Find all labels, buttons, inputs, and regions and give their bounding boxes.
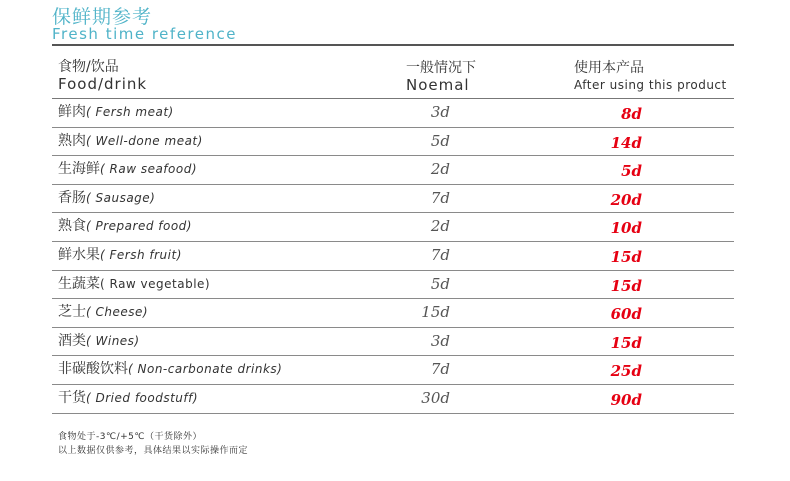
page-subtitle: Fresh time reference <box>52 25 237 43</box>
header-normal-zh: 一般情况下 <box>406 60 476 76</box>
normal-days: 15d <box>421 303 450 322</box>
normal-days: 2d <box>430 217 450 236</box>
table-row <box>52 185 734 214</box>
table-row <box>52 271 734 300</box>
food-name-zh: 熟食 <box>58 218 86 235</box>
food-name-zh: 香肠 <box>58 189 86 206</box>
header-normal-en: Noemal <box>406 76 470 94</box>
table-row <box>52 299 734 328</box>
normal-days: 5d <box>430 131 450 150</box>
food-name-en: ( Prepared food) <box>86 219 192 234</box>
food-name-en: ( Fersh meat) <box>86 105 174 119</box>
footnote-disclaimer: 以上数据仅供参考，具体结果以实际操作而定 <box>58 446 249 456</box>
product-days: 5d <box>621 162 642 181</box>
normal-days: 30d <box>421 388 450 407</box>
table-row <box>52 242 734 271</box>
food-cell <box>58 387 198 407</box>
normal-days: 7d <box>430 245 450 264</box>
header-product-zh: 使用本产品 <box>574 60 644 76</box>
normal-days: 3d <box>430 331 450 350</box>
top-divider <box>52 44 734 46</box>
product-days: 20d <box>610 190 642 209</box>
food-name-en: ( Cheese) <box>86 305 149 320</box>
product-days: 14d <box>610 133 642 152</box>
product-days: 25d <box>610 362 642 381</box>
header-normal <box>406 60 476 94</box>
product-days: 15d <box>610 247 642 266</box>
food-name-en: ( Dried foodstuff) <box>86 390 199 405</box>
header-food <box>58 59 147 93</box>
normal-days: 7d <box>430 360 450 379</box>
product-days: 15d <box>610 333 642 352</box>
food-cell <box>58 330 140 350</box>
table-row <box>52 356 734 385</box>
food-cell <box>58 273 210 293</box>
food-name-zh: 熟肉 <box>58 132 86 149</box>
food-name-zh: 非碳酸饮料 <box>58 361 128 378</box>
food-name-zh: 酒类 <box>58 332 86 349</box>
food-name-zh: 鲜水果 <box>58 246 100 263</box>
normal-days: 2d <box>430 160 450 179</box>
food-cell <box>58 358 282 378</box>
table-row <box>52 213 734 242</box>
page-title: 保鲜期参考 <box>52 6 153 28</box>
header-product <box>574 60 727 94</box>
product-days: 90d <box>610 390 642 409</box>
food-name-zh: 鲜肉 <box>58 104 86 120</box>
food-name-en: ( Well-done meat) <box>86 133 203 148</box>
food-name-en: ( Non-carbonate drinks) <box>128 362 283 377</box>
food-cell <box>58 187 155 207</box>
food-name-en: ( Fersh fruit) <box>100 247 182 262</box>
reference-table <box>52 99 734 414</box>
header-food-zh: 食物/饮品 <box>58 59 119 75</box>
food-name-en: ( Raw vegetable) <box>100 276 211 291</box>
table-row <box>52 328 734 357</box>
food-name-en: ( Wines) <box>86 333 140 348</box>
table-row <box>52 385 734 414</box>
food-name-zh: 生蔬菜 <box>58 275 100 292</box>
food-name-en: ( Sausage) <box>86 190 156 205</box>
normal-days: 5d <box>430 274 450 293</box>
header-product-en: After using this product <box>574 78 727 92</box>
food-cell <box>58 158 197 178</box>
header-food-en: Food/drink <box>58 75 148 93</box>
food-cell <box>58 244 182 264</box>
product-days: 60d <box>610 305 642 324</box>
normal-days: 7d <box>430 188 450 207</box>
food-cell <box>58 101 174 121</box>
product-days: 8d <box>621 105 642 123</box>
footnote-temperature: 食物处于-3℃/+5℃（干货除外） <box>58 432 202 442</box>
food-cell <box>58 130 203 150</box>
table-row <box>52 99 734 128</box>
product-days: 10d <box>610 219 642 238</box>
food-name-zh: 干货 <box>58 389 86 406</box>
product-days: 15d <box>610 276 642 295</box>
food-name-zh: 芝士 <box>58 304 86 321</box>
table-row <box>52 156 734 185</box>
food-name-en: ( Raw seafood) <box>100 162 198 177</box>
food-name-zh: 生海鲜 <box>58 161 100 178</box>
normal-days: 3d <box>430 103 450 121</box>
food-cell <box>58 301 148 321</box>
table-row <box>52 128 734 157</box>
food-cell <box>58 215 192 235</box>
